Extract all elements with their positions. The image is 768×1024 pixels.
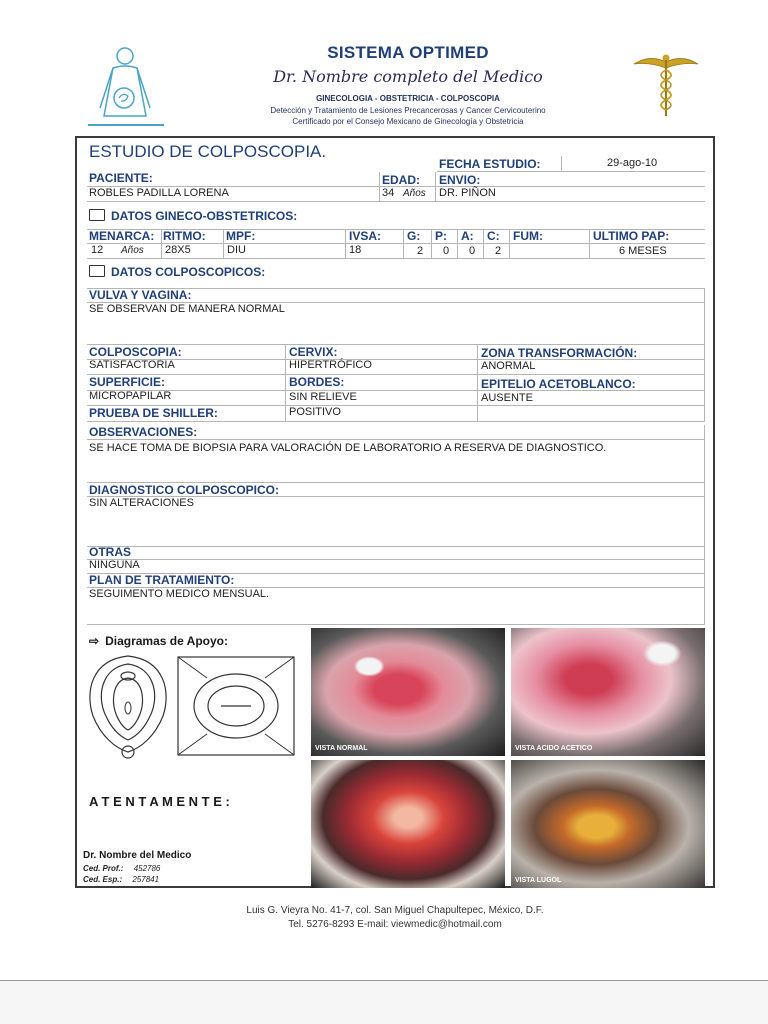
ced-esp-value: 257841 [132,875,160,884]
header-line-3: Certificado por el Consejo Mexicano de Ginecología y Obstetricia [292,117,524,126]
plan-label: PLAN DE TRATAMIENTO: [89,573,235,587]
ced-prof [83,864,160,873]
zona-label: ZONA TRANSFORMACIÓN: [481,346,638,360]
photo-vista-normal [311,628,505,756]
envio-label: ENVIO: [439,173,481,187]
footer-address: Luis G. Vieyra No. 41-7, col. San Miguel Chapultepec, México, D.F. [246,905,544,916]
fecha-label: FECHA ESTUDIO: [439,157,541,171]
photo-caption: VISTA LUGOL [515,877,562,884]
observaciones-label: OBSERVACIONES: [89,425,198,439]
ultimo-pap-label: ULTIMO PAP: [593,229,670,243]
p-value: 0 [443,245,450,257]
edad-label: EDAD: [382,173,420,187]
superficie-label: SUPERFICIE: [89,375,166,389]
zona-value: ANORMAL [481,360,536,372]
c-value: 2 [495,245,502,257]
diagramas-title [89,634,228,648]
epitelio-label: EPITELIO ACETOBLANCO: [481,377,636,391]
epitelio-value: AUSENTE [481,392,533,404]
mpf-label: MPF: [226,229,256,243]
vulva-label: VULVA Y VAGINA: [89,288,192,302]
menarca-unit: Años [121,245,144,256]
specialties-line: GINECOLOGIA - OBSTETRICIA - COLPOSCOPIA [316,94,500,103]
folder-icon [89,209,105,221]
atentamente-label: A T E N T A M E N T E : [89,794,230,809]
p-label: P: [435,229,447,243]
ced-prof-label: Ced. Prof.: [83,864,124,873]
folder-icon [89,265,105,277]
photo-caption: VISTA ACIDO ACETICO [515,745,593,752]
colposcopia-label: COLPOSCOPIA: [89,345,182,359]
ritmo-value: 28X5 [165,244,191,256]
paciente-value: ROBLES PADILLA LORENA [89,187,229,199]
colpo-section-title [89,264,265,279]
caduceus-icon [632,50,700,120]
observaciones-value: SE HACE TOMA DE BIOPSIA PARA VALORACIÓN DE LABORATORIO A RESERVA DE DIAGNOSTICO. [89,442,607,454]
vulva-value: SE OBSERVAN DE MANERA NORMAL [89,303,285,315]
shiller-label: PRUEBA DE SHILLER: [89,406,218,420]
edad-value: 34 [382,187,395,199]
photo-vista-lugol [511,760,705,888]
colposcopy-form [75,136,715,888]
diagnostico-label: DIAGNOSTICO COLPOSCOPICO: [89,483,280,497]
photo-caption: VISTA NORMAL [315,745,368,752]
ced-esp [83,875,159,884]
diagnostico-value: SIN ALTERACIONES [89,497,194,509]
cervix-label: CERVIX: [289,345,338,359]
shiller-value: POSITIVO [289,406,341,418]
arrow-right-icon: ⇨ [89,634,100,648]
edad-unit: Años [403,188,426,199]
bordes-label: BORDES: [289,375,345,389]
form-title: ESTUDIO DE COLPOSCOPIA. [89,142,327,161]
ivsa-label: IVSA: [349,229,382,243]
mpf-value: DIU [227,244,246,256]
paciente-label: PACIENTE: [89,171,153,185]
maternity-logo [88,46,164,128]
a-label: A: [461,229,474,243]
envio-value: DR. PIÑON [439,187,496,199]
cervix-value: HIPERTRÓFICO [289,359,372,371]
otras-label: OTRAS [89,545,131,559]
speculum-diagram-icon [177,656,295,756]
diagramas-text: Diagramas de Apoyo: [105,634,228,648]
menarca-label: MENARCA: [89,229,155,243]
fecha-value: 29-ago-10 [607,157,658,169]
doctor-header-name: Dr. Nombre completo del Medico [273,67,543,86]
g-value: 2 [417,245,424,257]
cervix-diagram-icon [85,652,171,762]
ritmo-label: RITMO: [163,229,206,243]
ced-prof-value: 452786 [133,864,161,873]
footer-contact: Tel. 5276-8293 E-mail: viewmedic@hotmail.com [288,919,502,930]
ced-esp-label: Ced. Esp.: [83,875,123,884]
header-line-2: Detección y Tratamiento de Lesiones Precancerosas y Cancer Cervicouterino [270,106,546,115]
photo-vista-3 [311,760,505,888]
signer-name: Dr. Nombre del Medico [83,850,192,861]
photo-vista-acido-acetico [511,628,705,756]
ultimo-pap-value: 6 MESES [619,245,667,257]
menarca-value: 12 [91,244,104,256]
otras-value: NINGUNA [89,559,140,571]
ivsa-value: 18 [349,244,362,256]
gineco-section-text: DATOS GINECO-OBSTETRICOS: [111,209,298,223]
g-label: G: [407,229,421,243]
c-label: C: [487,229,500,243]
bordes-value: SIN RELIEVE [289,391,357,403]
gineco-section-title [89,208,297,223]
fum-label: FUM: [513,229,543,243]
system-title: SISTEMA OPTIMED [327,43,489,62]
superficie-value: MICROPAPILAR [89,390,172,402]
colposcopia-value: SATISFACTORIA [89,359,175,371]
plan-value: SEGUIMENTO MEDICO MENSUAL. [89,588,270,600]
a-value: 0 [469,245,476,257]
colpo-section-text: DATOS COLPOSCOPICOS: [111,265,266,279]
